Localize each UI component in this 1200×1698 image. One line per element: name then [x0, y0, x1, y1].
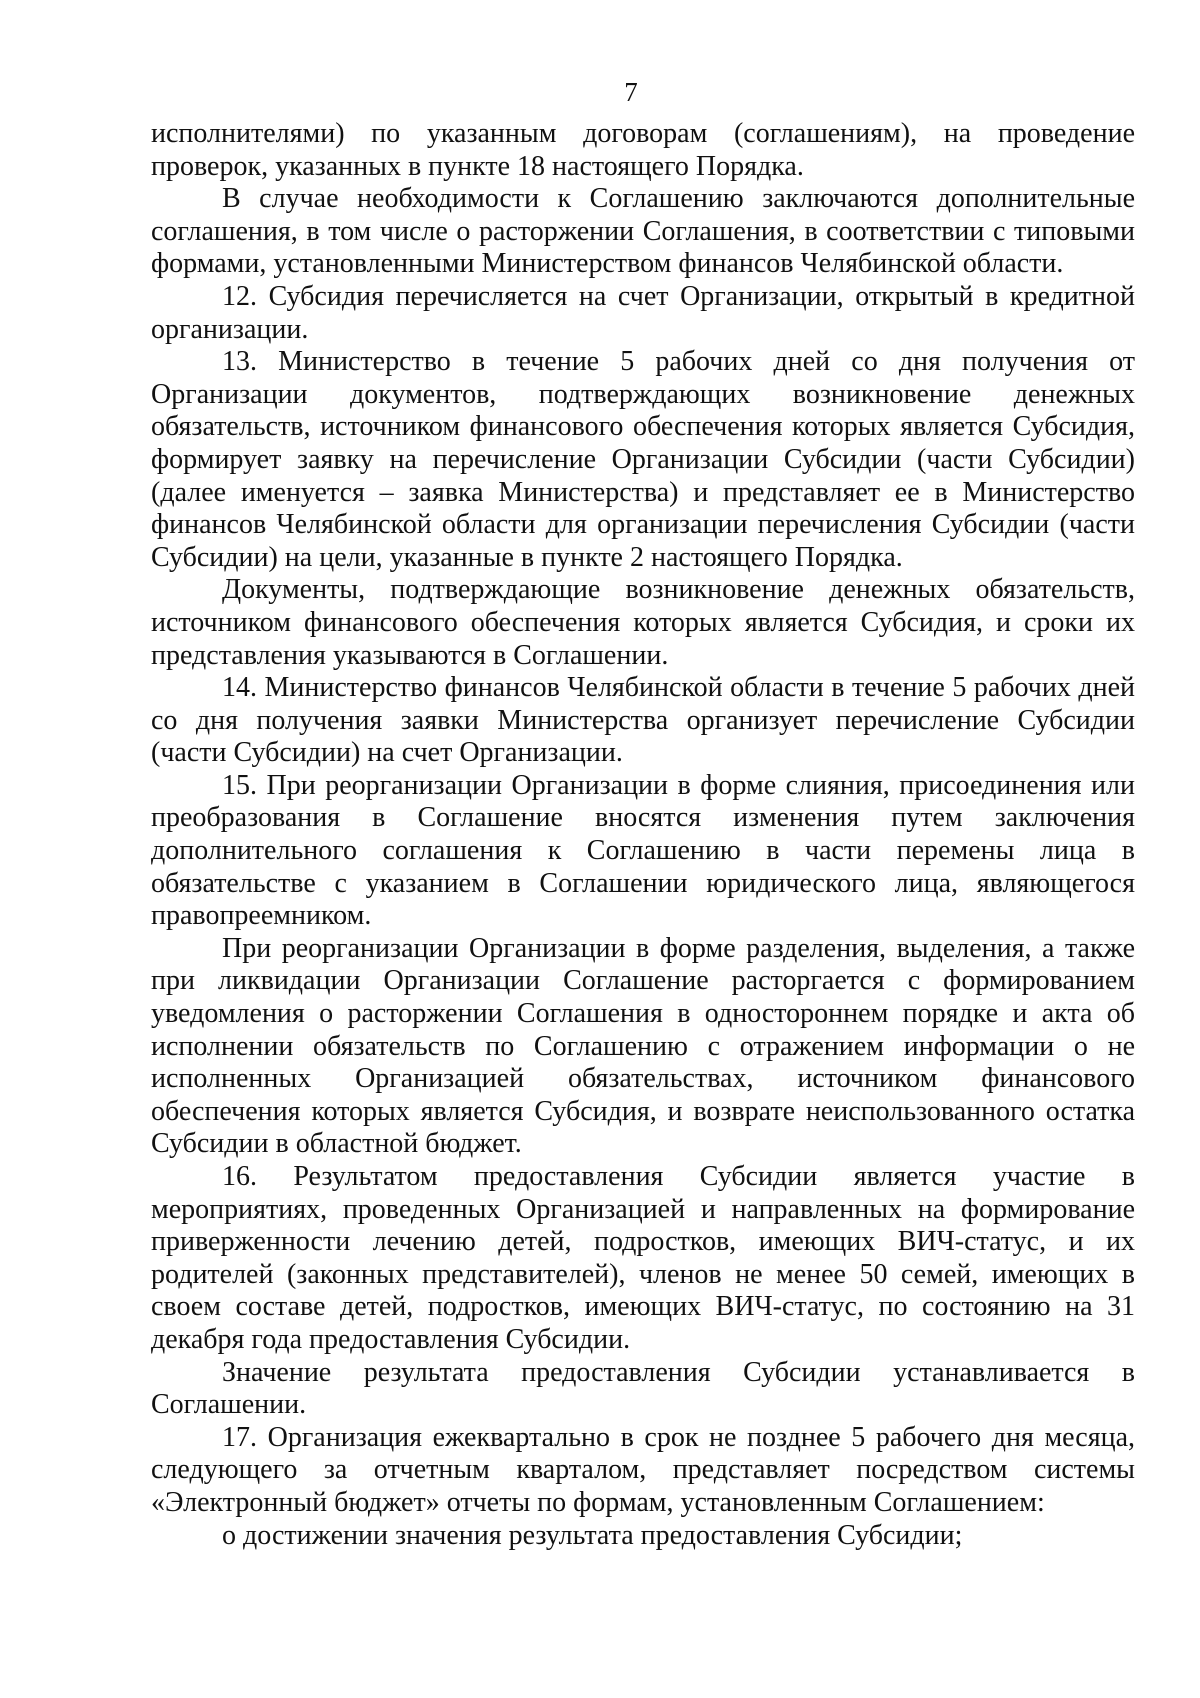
paragraph-item-15: 15. При реорганизации Организации в форме слияния, присоединения или преобразования в Соглашение вносятся изменения путем заключения дополнительного соглашения к Соглашению в части перемены лица в обязательстве с указанием в Соглашении юридического лица, являющегося правопреемником. [151, 769, 1135, 932]
paragraph-contractors-inspections: исполнителями) по указанным договорам (соглашениям), на проведение проверок, указанных в пункте 18 настоящего Порядка. [151, 118, 1135, 182]
paragraph-result-value: Значение результата предоставления Субсидии устанавливается в Соглашении. [151, 1356, 1135, 1421]
paragraph-item-16: 16. Результатом предоставления Субсидии является участие в мероприятиях, проведенных Организацией и направленных на формирование приверженности лечению детей, подростков, имеющих ВИЧ-статус, и их родителей (законных представителей), членов не менее 50 семей, имеющих в своем составе детей, подростков, имеющих ВИЧ-статус, по состоянию на 31 декабря года предоставления Субсидии. [151, 1161, 1135, 1355]
paragraph-result-achievement-report: о достижении значения результата предоставления Субсидии; [222, 1519, 963, 1551]
paragraph-reorganization-liquidation: При реорганизации Организации в форме разделения, выделения, а также при ликвидации Организации Соглашение расторгается с формированием уведомления о расторжении Соглашения в одностороннем порядке и акта об исполнении обязательств по Соглашению с отражением информации о не исполненных Организацией обязательствах, источником финансового обеспечения которых является Субсидия, и возврате неиспользованного остатка Субсидии в областной бюджет. [151, 932, 1135, 1160]
paragraph-item-13: 13. Министерство в течение 5 рабочих дней со дня получения от Организации документов, подтверждающих возникновение денежных обязательств, источником финансового обеспечения которых является Субсидия, формирует заявку на перечисление Организации Субсидии (части Субсидии) (далее именуется – заявка Министерства) и представляет ее в Министерство финансов Челябинской области для организации перечисления Субсидии (части Субсидии) на цели, указанные в пункте 2 настоящего Порядка. [151, 346, 1135, 573]
page-number: 7 [624, 77, 638, 107]
paragraph-item-17: 17. Организация ежеквартально в срок не позднее 5 рабочего дня месяца, следующего за отчетным кварталом, представляет посредством системы «Электронный бюджет» отчеты по формам, установленным Соглашением: [151, 1421, 1135, 1518]
paragraph-additional-agreements: В случае необходимости к Соглашению заключаются дополнительные соглашения, в том числе о расторжении Соглашения, в соответствии с типовыми формами, установленными Министерством финансов Челябинской области. [151, 183, 1135, 280]
paragraph-item-12: 12. Субсидия перечисляется на счет Организации, открытый в кредитной организации. [151, 280, 1135, 345]
paragraph-item-14: 14. Министерство финансов Челябинской области в течение 5 рабочих дней со дня получения заявки Министерства организует перечисление Субсидии (части Субсидии) на счет Организации. [151, 672, 1135, 769]
document-body [151, 118, 1135, 1552]
paragraph-documents-obligations: Документы, подтверждающие возникновение денежных обязательств, источником финансового обеспечения которых является Субсидия, и сроки их представления указываются в Соглашении. [151, 574, 1135, 671]
